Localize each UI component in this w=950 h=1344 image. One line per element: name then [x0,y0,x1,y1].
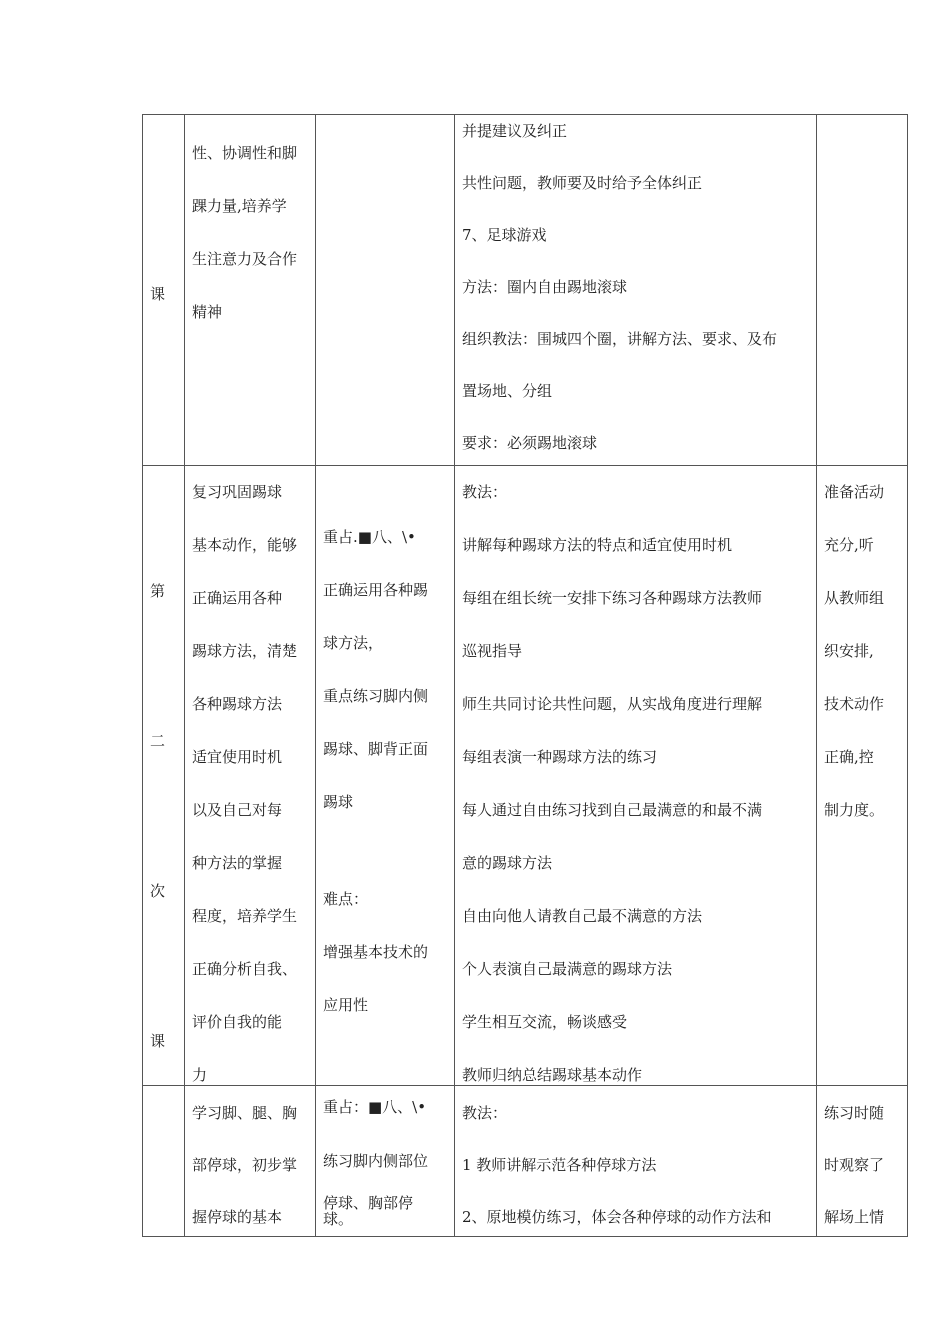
requirement-line: 充分,听 [824,536,874,554]
method-line: 置场地、分组 [462,382,553,400]
objective-line: 正确运用各种 [192,589,283,607]
keypoint-line: 重占：■八、\• [323,1098,427,1116]
objective-cell [185,1086,316,1237]
keypoints-cell [316,1086,455,1237]
requirements-cell [817,1086,908,1237]
method-line: 2、原地模仿练习，体会各种停球的动作方法和 [462,1208,772,1226]
methods-cell [455,1086,817,1237]
keypoints-cell [316,466,455,1086]
objective-line: 精神 [192,303,223,321]
method-line: 学生相互交流，畅谈感受 [462,1013,628,1031]
requirements-cell [817,115,908,466]
lesson-plan-table [142,114,908,1237]
objective-line: 正确分析自我、 [192,960,298,978]
table-row [143,115,908,466]
requirement-line: 制力度。 [824,801,885,819]
method-line: 意的踢球方法 [462,854,553,872]
lesson-label-cell [143,466,185,1086]
objective-line: 力 [192,1066,208,1084]
objective-line: 种方法的掌握 [192,854,283,872]
lesson-label-cell [143,1086,185,1237]
table-row [143,1086,908,1237]
method-line: 教师归纳总结踢球基本动作 [462,1066,643,1084]
objective-cell [185,115,316,466]
method-line: 并提建议及纠正 [462,122,568,140]
method-line: 每组表演一种踢球方法的练习 [462,748,658,766]
method-line: 方法：圈内自由踢地滚球 [462,278,628,296]
keypoint-line: 正确运用各种踢 [323,581,429,599]
objective-cell [185,466,316,1086]
lesson-label-char: 课 [150,285,166,303]
requirement-line: 解场上情 [824,1208,885,1226]
requirement-line: 织安排, [824,642,874,660]
keypoint-line: 球方法， [323,634,384,652]
method-line: 师生共同讨论共性问题，从实战角度进行理解 [462,695,763,713]
method-line: 巡视指导 [462,642,523,660]
lesson-label-char: 二 [150,732,166,750]
method-line: 共性问题，教师要及时给予全体纠正 [462,174,703,192]
difficulty-line: 增强基本技术的 [323,943,429,961]
methods-cell [455,466,817,1086]
method-line: 教法： [462,483,508,501]
objective-line: 部停球，初步掌 [192,1156,298,1174]
difficulty-line: 难点： [323,890,369,908]
keypoint-line: 停球、胸部停 [323,1194,414,1212]
objective-line: 基本动作，能够 [192,536,298,554]
keypoints-cell [316,115,455,466]
requirement-line: 从教师组 [824,589,885,607]
objective-line: 复习巩固踢球 [192,483,283,501]
lesson-label-char: 第 [150,582,166,600]
method-line: 讲解每种踢球方法的特点和适宜使用时机 [462,536,733,554]
lesson-label-char: 次 [150,882,166,900]
method-line: 教法： [462,1104,508,1122]
methods-cell [455,115,817,466]
requirements-cell [817,466,908,1086]
requirement-line: 正确,控 [824,748,874,766]
objective-line: 评价自我的能 [192,1013,283,1031]
keypoint-line: 重占.■八、\• [323,528,416,546]
objective-line: 踢球方法，清楚 [192,642,298,660]
requirement-line: 准备活动 [824,483,885,501]
keypoint-line: 踢球、脚背正面 [323,740,429,758]
objective-line: 性、协调性和脚 [192,144,298,162]
method-line: 自由向他人请教自己最不满意的方法 [462,907,703,925]
keypoint-line: 球。 [323,1210,354,1228]
keypoint-line: 重点练习脚内侧 [323,687,429,705]
method-line: 每人通过自由练习找到自己最满意的和最不满 [462,801,763,819]
method-line: 每组在组长统一安排下练习各种踢球方法教师 [462,589,763,607]
objective-line: 各种踢球方法 [192,695,283,713]
keypoint-line: 踢球 [323,793,354,811]
objective-line: 适宜使用时机 [192,748,283,766]
method-line: 组织教法：围城四个圈，讲解方法、要求、及布 [462,330,778,348]
objective-line: 握停球的基本 [192,1208,283,1226]
keypoint-line: 练习脚内侧部位 [323,1152,429,1170]
method-line: 要求：必须踢地滚球 [462,434,598,452]
method-line: 个人表演自己最满意的踢球方法 [462,960,673,978]
requirement-line: 技术动作 [824,695,885,713]
lesson-label-char: 课 [150,1032,166,1050]
objective-line: 以及自己对每 [192,801,283,819]
objective-line: 程度，培养学生 [192,907,298,925]
objective-line: 学习脚、腿、胸 [192,1104,298,1122]
table-row [143,466,908,1086]
difficulty-line: 应用性 [323,996,369,1014]
objective-line: 生注意力及合作 [192,250,298,268]
requirement-line: 练习时随 [824,1104,885,1122]
method-line: 1 教师讲解示范各种停球方法 [462,1156,657,1174]
objective-line: 踝力量,培养学 [192,197,287,215]
method-line: 7、足球游戏 [462,226,547,244]
requirement-line: 时观察了 [824,1156,885,1174]
lesson-label-cell [143,115,185,466]
